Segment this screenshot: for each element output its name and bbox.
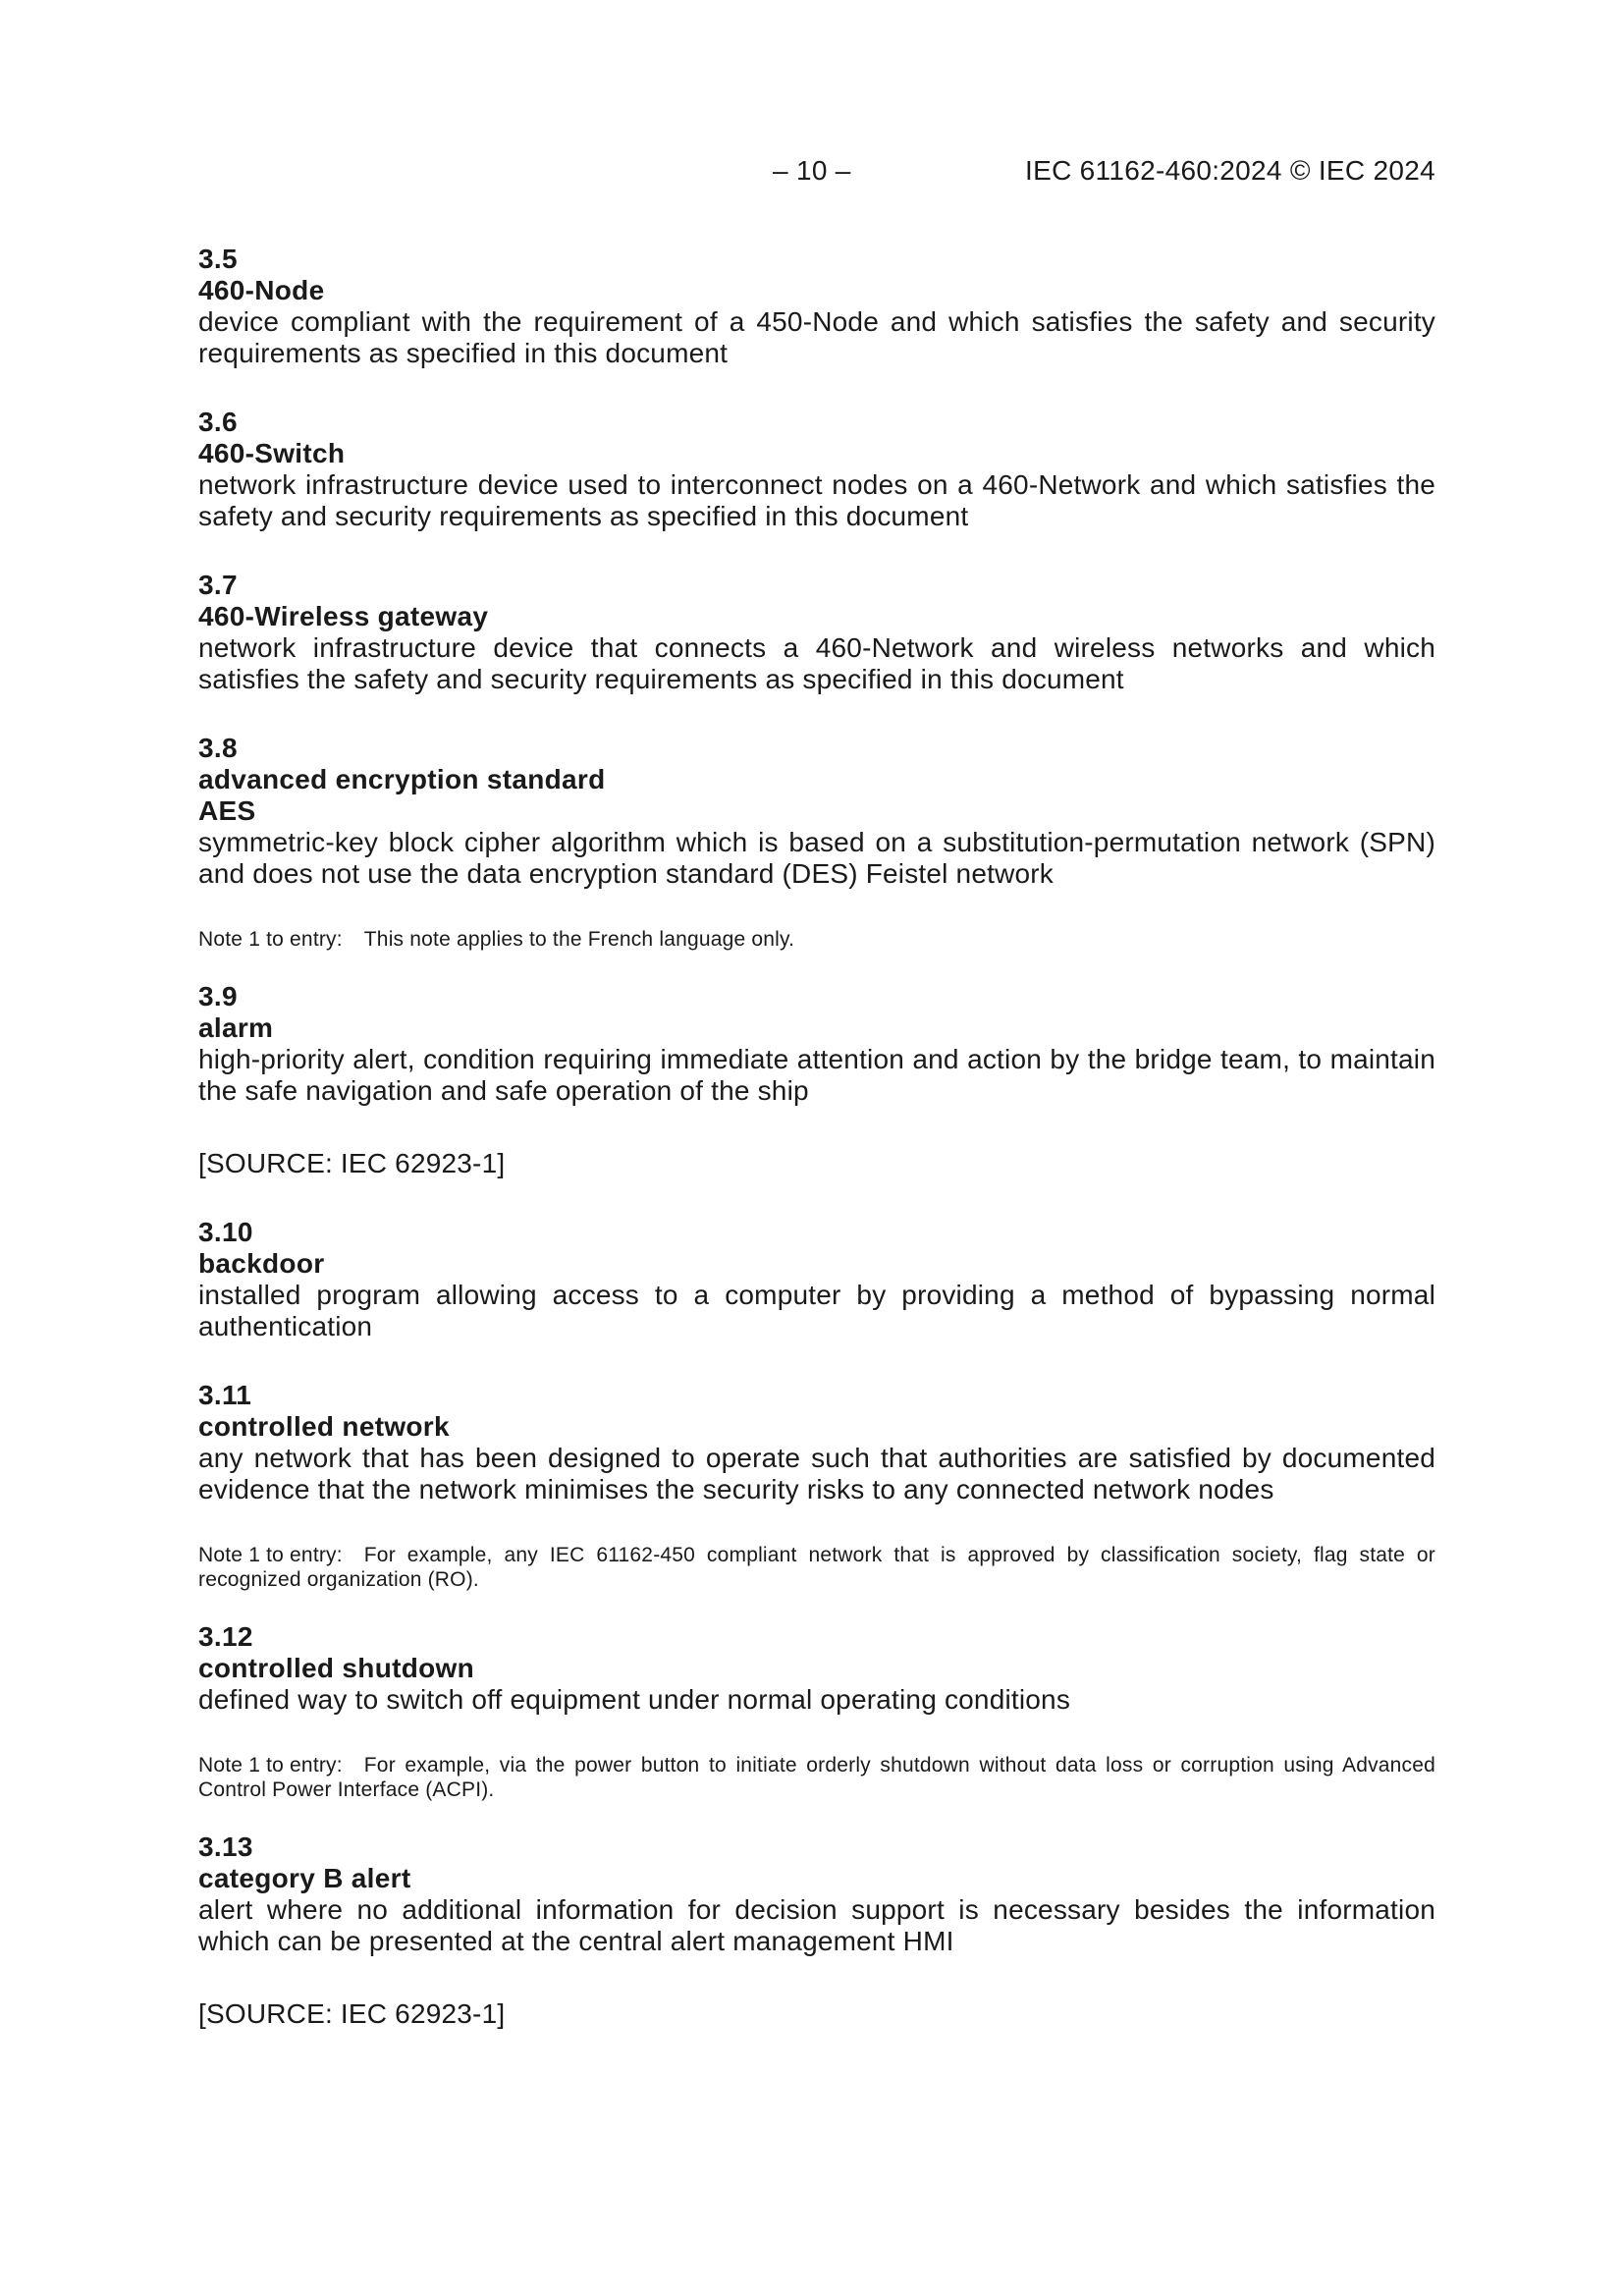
entry-note [198,927,1435,952]
entry-note [198,1543,1435,1592]
entry-number: 3.10 [198,1217,253,1247]
term-entry-3-5 [198,244,1435,369]
term-entry-3-12 [198,1621,1435,1802]
entry-term: category B alert [198,1863,411,1893]
document-reference: IEC 61162-460:2024 © IEC 2024 [1025,155,1435,186]
term-entry-3-7 [198,570,1435,695]
entry-term: alarm [198,1012,274,1043]
entry-term: controlled network [198,1411,450,1442]
entry-number: 3.13 [198,1831,253,1862]
entry-definition: high-priority alert, condition requiring immediate attention and action by the bridge team, to maintain the safe navigation and safe operation of the ship [198,1044,1435,1106]
entry-definition: symmetric-key block cipher algorithm which is based on a substitution-permutation network (SPN) and does not use the data encryption standard (DES) Feistel network [198,827,1435,889]
entry-abbreviation: AES [198,795,256,826]
document-page [198,155,1435,2067]
page-header [198,155,1435,198]
term-entry-3-9 [198,981,1435,1179]
entry-number: 3.5 [198,244,238,274]
entry-definition: any network that has been designed to operate such that authorities are satisfied by documented evidence that the network minimises the security risks to any connected network nodes [198,1443,1435,1504]
note-text: For example, any IEC 61162-450 compliant network that is approved by classification society, flag state or recognized organization (RO). [198,1544,1435,1591]
term-entry-3-6 [198,407,1435,532]
note-text: For example, via the power button to initiate orderly shutdown without data loss or corruption using Advanced Control Power Interface (ACPI). [198,1754,1435,1801]
entry-definition: defined way to switch off equipment under normal operating conditions [198,1684,1071,1715]
entry-term: controlled shutdown [198,1653,475,1683]
entry-number: 3.12 [198,1621,253,1652]
page-number: – 10 – [773,155,851,186]
entry-number: 3.8 [198,733,238,763]
note-label: Note 1 to entry: [198,1754,343,1777]
entry-number: 3.7 [198,570,238,600]
entry-source: [SOURCE: IEC 62923-1] [198,1148,506,1178]
entry-term: backdoor [198,1248,325,1279]
term-entry-3-10 [198,1217,1435,1342]
entry-definition: network infrastructure device used to interconnect nodes on a 460-Network and which satisfies the safety and security requirements as specified in this document [198,469,1435,531]
entry-term: 460-Node [198,275,325,305]
note-label: Note 1 to entry: [198,928,343,951]
terms-list [198,244,1435,2030]
note-label: Note 1 to entry: [198,1544,343,1566]
term-entry-3-11 [198,1380,1435,1592]
entry-definition: alert where no additional information for decision support is necessary besides the information which can be presented at the central alert management HMI [198,1894,1435,1956]
entry-note [198,1753,1435,1802]
entry-number: 3.6 [198,407,238,437]
entry-term: 460-Switch [198,438,346,468]
note-text: This note applies to the French language only. [363,928,795,951]
entry-term: 460-Wireless gateway [198,601,489,631]
entry-number: 3.11 [198,1380,252,1410]
term-entry-3-8 [198,733,1435,952]
entry-definition: device compliant with the requirement of a 450-Node and which satisfies the safety and security requirements as specified in this document [198,306,1435,368]
entry-term: advanced encryption standard [198,764,606,794]
entry-definition: network infrastructure device that connects a 460-Network and wireless networks and which satisfies the safety and security requirements as specified in this document [198,632,1435,694]
entry-definition: installed program allowing access to a computer by providing a method of bypassing normal authentication [198,1280,1435,1341]
term-entry-3-13 [198,1831,1435,2030]
entry-source: [SOURCE: IEC 62923-1] [198,1998,506,2029]
entry-number: 3.9 [198,981,238,1011]
